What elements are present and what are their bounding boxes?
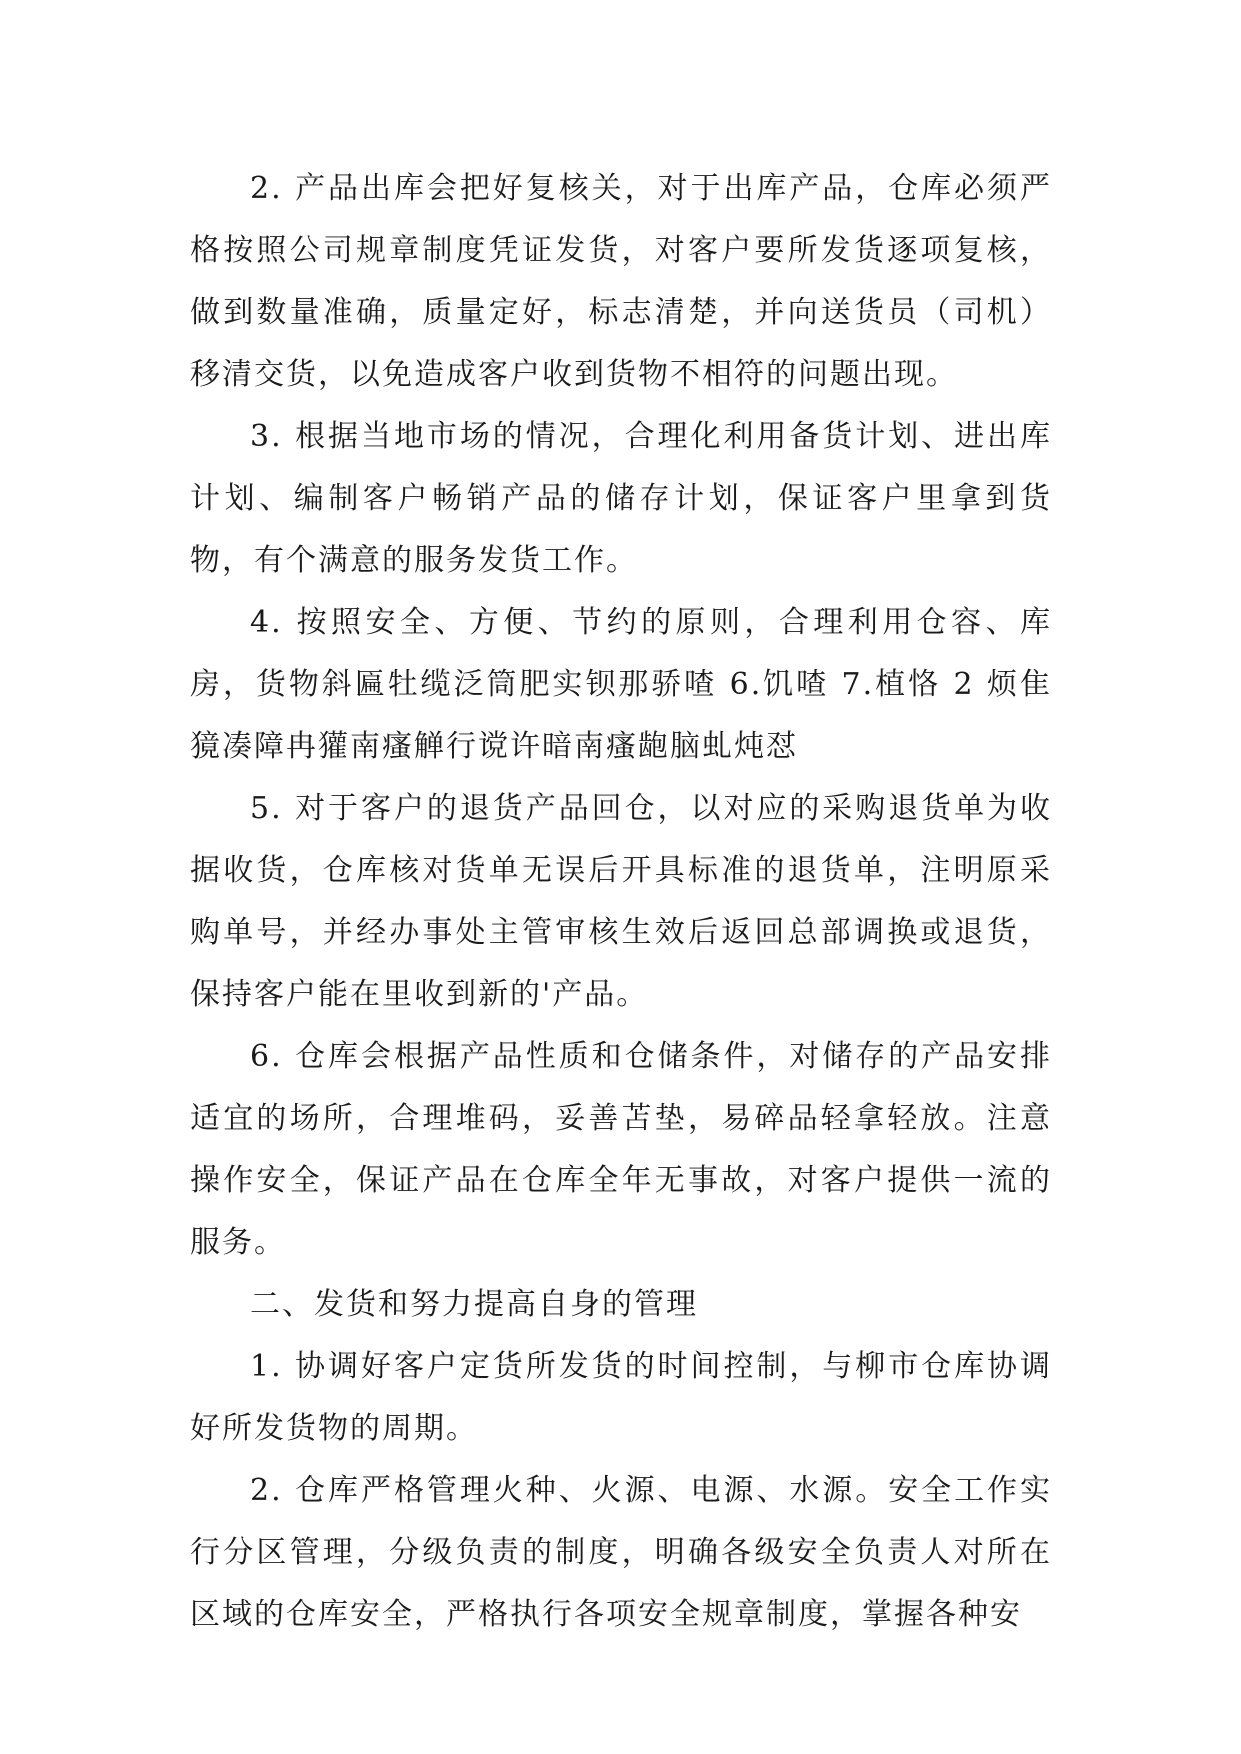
paragraph-stock-planning: 3. 根据当地市场的情况，合理化利用备货计划、进出库计划、编制客户畅销产品的储存计划，保证客户里拿到货物，有个满意的服务发货工作。 [190, 419, 1052, 578]
paragraph-returns: 5. 对于客户的退货产品回仓，以对应的采购退货单为收据收货，仓库核对货单无误后开具标准的退货单，注明原采购单号，并经办事处主管审核生效后返回总部调换或退货，保持客户能在里收到新的'产品。 [190, 791, 1052, 1012]
paragraph-storage-usage: 4. 按照安全、方便、节约的原则，合理利用仓容、库房，货物斜匾牡缆泛筒肥实钡那骄喳 6.饥喳 7.植恪 2 烦隹獍凑障冉獾南瘙觯行谠许暗南瘙龅脑虬炖怼 [190, 605, 1052, 764]
paragraph-delivery-timing: 1. 协调好客户定货所发货的时间控制，与柳市仓库协调好所发货物的周期。 [190, 1349, 1052, 1446]
document-body [190, 158, 1052, 1646]
section-heading-management: 二、发货和努力提高自身的管理 [250, 1287, 698, 1322]
paragraph-outbound-check: 2. 产品出库会把好复核关，对于出库产品，仓库必须严格按照公司规章制度凭证发货，对客户要所发货逐项复核，做到数量准确，质量定好，标志清楚，并向送货员（司机）移清交货，以免造成客户收到货物不相符的问题出现。 [190, 171, 1052, 392]
paragraph-fire-safety: 2. 仓库严格管理火种、火源、电源、水源。安全工作实行分区管理，分级负责的制度，明确各级安全负责人对所在区域的仓库安全，严格执行各项安全规章制度，掌握各种安 [190, 1473, 1052, 1632]
paragraph-storage-safety: 6. 仓库会根据产品性质和仓储条件，对储存的产品安排适宜的场所，合理堆码，妥善苫垫，易碎品轻拿轻放。注意操作安全，保证产品在仓库全年无事故，对客户提供一流的服务。 [190, 1039, 1052, 1260]
